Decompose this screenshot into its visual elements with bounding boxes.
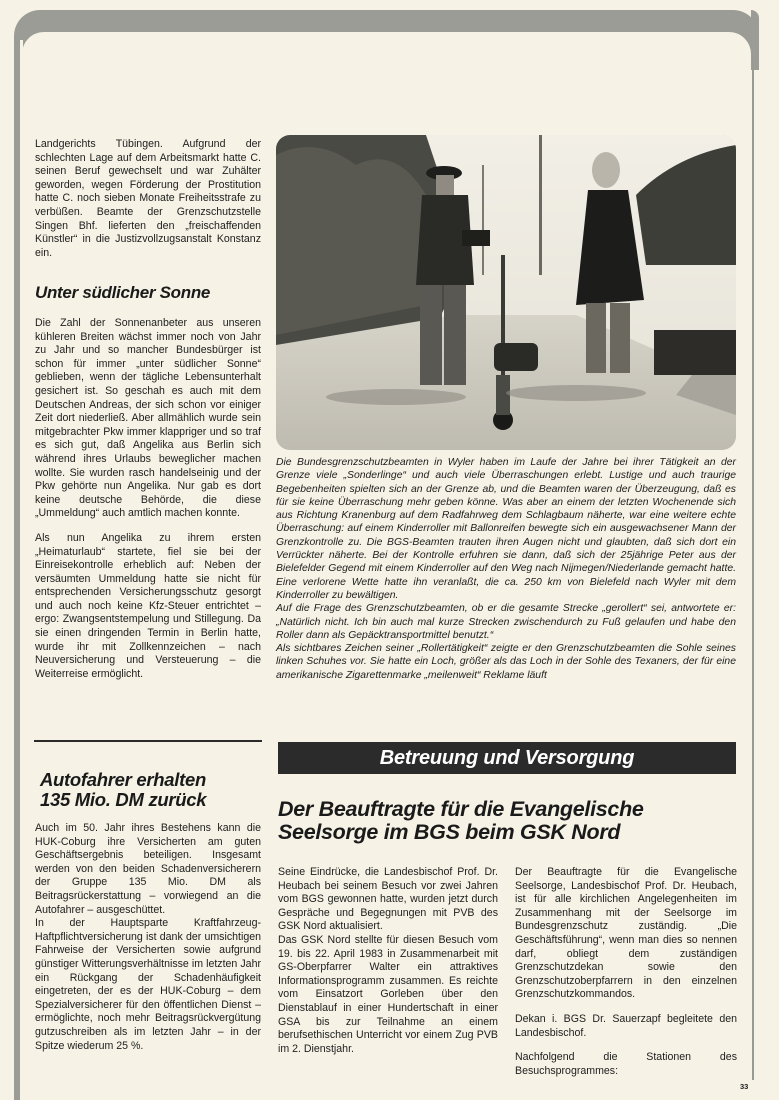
left-column-top <box>35 138 261 260</box>
article-seelsorge-paragraph: Nachfolgend die Stationen des Besuchsprogrammes: <box>515 1051 737 1077</box>
photo-illustration <box>276 135 736 450</box>
article-autofahrer-paragraph: In der Hauptsparte Kraftfahrzeug-Haftpflichtversicherung ist dank der umsichtigen Fahrweise der Versicherten sowie aufgrund günstiger Witterungsverhältnisse im letzten Jahr ein Rückgang der Schadenhäufigkeit eingetreten, der es der HUK-Coburg – dem Spezialversicherer für den öffentlichen Dienst – ermöglichte, noch mehr Beitragsrückvergütung gutzuschreiben als im letzten Jahr – in der Spitze wiederum 25 %. <box>35 917 261 1052</box>
caption-paragraph: Auf die Frage des Grenzschutzbeamten, ob er die gesamte Strecke „gerollert“ sei, antwortete er: „Natürlich nicht. Ich bin auch mal kurze Strecken zwischendurch zu Fuß gelaufen und habe den Roller dann als Gepäcktransportmittel benutzt.“ <box>276 603 736 641</box>
article-autofahrer-paragraph: Auch im 50. Jahr ihres Bestehens kann die HUK-Coburg ihre Versicherten am guten Geschäftsergebnis beteiligen. Insgesamt werden von den beiden Schadenversicherern der Gruppe 135 Mio. DM als Beitragsrückerstattung – vorwiegend an die Autofahrer – ausgeschüttet. <box>35 822 261 916</box>
article-seelsorge-col2 <box>515 866 737 1078</box>
article-sonne-paragraph: Die Zahl der Sonnenanbeter aus unseren kühleren Breiten wächst immer noch von Jahr zu Jahr und so mancher Bundesbürger ist schon für immer „unter südlicher Sonne“ geblieben, wenn der tägliche Lebensunterhalt gesichert ist. So geschah es auch mit dem Deutschen Andreas, der sich schon vor einiger Zeit dort niederließ. Aber allmählich wurde sein mitgebrachter Pkw immer klappriger und so traf es sich gut, daß Angelika aus Berlin sich während ihres Urlaubs beweglicher machen wollte. Sie wurden rasch handelseinig und der Pkw gehörte nun Angelika. Nur gab es dort keine deutsche Behörde, die diese „Ummeldung“ auch amtlich machen konnte. <box>35 317 261 520</box>
page-header-inner <box>22 32 751 72</box>
article-seelsorge-paragraph: Seine Eindrücke, die Landesbischof Prof. Dr. Heubach bei seinem Besuch vor zwei Jahren vom BGS gewonnen hatte, wurden jetzt durch Gespräche und Begegnungen mit PVB des GSK Nord aktualisiert. <box>278 866 498 933</box>
article-seelsorge-paragraph: Dekan i. BGS Dr. Sauerzapf begleitete den Landesbischof. <box>515 1012 737 1039</box>
frame-left-gap <box>20 40 23 1100</box>
article-sonne-body <box>35 317 261 681</box>
caption-paragraph: Die Bundesgrenzschutzbeamten in Wyler haben im Laufe der Jahre bei ihrer Tätigkeit an der Grenze viele „Sonderlinge“ und auch viele Überraschungen erlebt. Lustige und auch traurige Begebenheiten spielten sich an der Grenze ab, und die Beamten waren der Überzeugung, daß es für sie keine Überraschung mehr geben könne. Was aber an einem der letzten Wochenende sich aus Richtung Kranenburg auf dem Radfahrweg dem Schlagbaum näherte, war eine weitere echte Überraschung: auf einem Kinderroller mit Ballonreifen bewegte sich ein ausgewachsener Mann der Grenzkontrolle zu. Die BGS-Beamten trauten ihren Augen nicht und glaubten, daß sich dort ein Verrückter näherte. Bei der Kontrolle erfuhren sie dann, daß sich der 25jährige Peter aus der Bielefelder Gegend mit einem Kinderroller auf den Weg nach Nijmegen/Niederlande gemacht hatte. Eine verlorene Wette hatte ihn veranlaßt, die ca. 250 km von Bielefeld nach Wyler mit dem Kinderroller zu bewältigen. <box>276 457 736 601</box>
caption-paragraph: Als sichtbares Zeichen seiner „Rollertätigkeit“ zeigte er den Grenzschutzbeamten die Sohle seines linken Schuhes vor. Sie hatte ein Loch, größer als das Loch in der Sohle des Texaners, der für eine amerikanische Zigarettenmarke „meilenweit“ Reklame läuft <box>276 643 736 681</box>
heading-line: Der Beauftragte für die Evangelische <box>278 797 644 821</box>
article-sonne-paragraph: Als nun Angelika zu ihrem ersten „Heimaturlaub“ startete, fiel sie bei der Einreisekontrolle erheblich auf: Neben der versäumten Ummeldung hatte sie nicht für entsprechenden Versicherungsschutz gesorgt und auch noch keine Kfz-Steuer entrichtet – ergo: Zwangsentstempelung und Stillegung. Da sie einen dringenden Termin in Berlin hatte, wurde ihr mit Zollkennzeichen – nach Neuversicherung und Versteuerung – die Weiterreise ermöglicht. <box>35 531 261 680</box>
heading-line: Seelsorge im BGS beim GSK Nord <box>278 820 621 844</box>
article-seelsorge-paragraph: Das GSK Nord stellte für diesen Besuch vom 19. bis 22. April 1983 in Zusammenarbeit mit GS-Oberpfarrer Walter ein attraktives Informationsprogramm zusammen. Es reichte vom Einsatzort Gorleben über den Dienstablauf in einer Hundertschaft in einer GSA bis zur Teilnahme an einem berufsethischen Unterricht vor einem Zug PVB im 2. Dienstjahr. <box>278 933 498 1055</box>
photo-border-control-scooter <box>276 135 736 450</box>
photo-caption <box>276 456 736 682</box>
heading-line: 135 Mio. DM zurück <box>40 789 207 810</box>
article-autofahrer-body <box>35 822 261 1053</box>
section-title-bar: Betreuung und Versorgung <box>278 742 736 774</box>
heading-unter-suedlicher-sonne: Unter südlicher Sonne <box>35 283 211 302</box>
page-number: 33 <box>740 1082 749 1091</box>
left-column-divider <box>34 740 262 742</box>
frame-right-rule <box>752 40 754 1080</box>
intro-paragraph: Landgerichts Tübingen. Aufgrund der schlechten Lage auf dem Arbeitsmarkt hatte C. seinen Beruf gewechselt und war Zuhälter geworden, wegen Förderung der Prostitution hatte C. noch sieben Monate Freiheitsstrafe zu verbüßen. Beamte der Grenzschutzstelle Singen Bhf. lieferten den „freischaffenden Künstler“ in die Justizvollzugsanstalt Konstanz ein. <box>35 138 261 259</box>
article-seelsorge-col1 <box>278 866 498 1056</box>
frame-right-corner <box>751 10 759 55</box>
heading-autofahrer <box>40 770 270 810</box>
article-seelsorge-paragraph: Der Beauftragte für die Evangelische Seelsorge, Landesbischof Prof. Dr. Heubach, ist für alle kirchlichen Angelegenheiten im Zusammenhang mit der Seelsorge im Bundesgrenzschutz zuständig. „Die Geschäftsführung“, wenn man dies so nennen darf, obliegt dem zuständigen Grenzschutzdekan sowie den Grenzschutzoberpfarrern in den einzelnen Grenzschutzkommandos. <box>515 866 737 1001</box>
heading-line: Autofahrer erhalten <box>40 769 206 790</box>
heading-seelsorge <box>278 798 738 844</box>
